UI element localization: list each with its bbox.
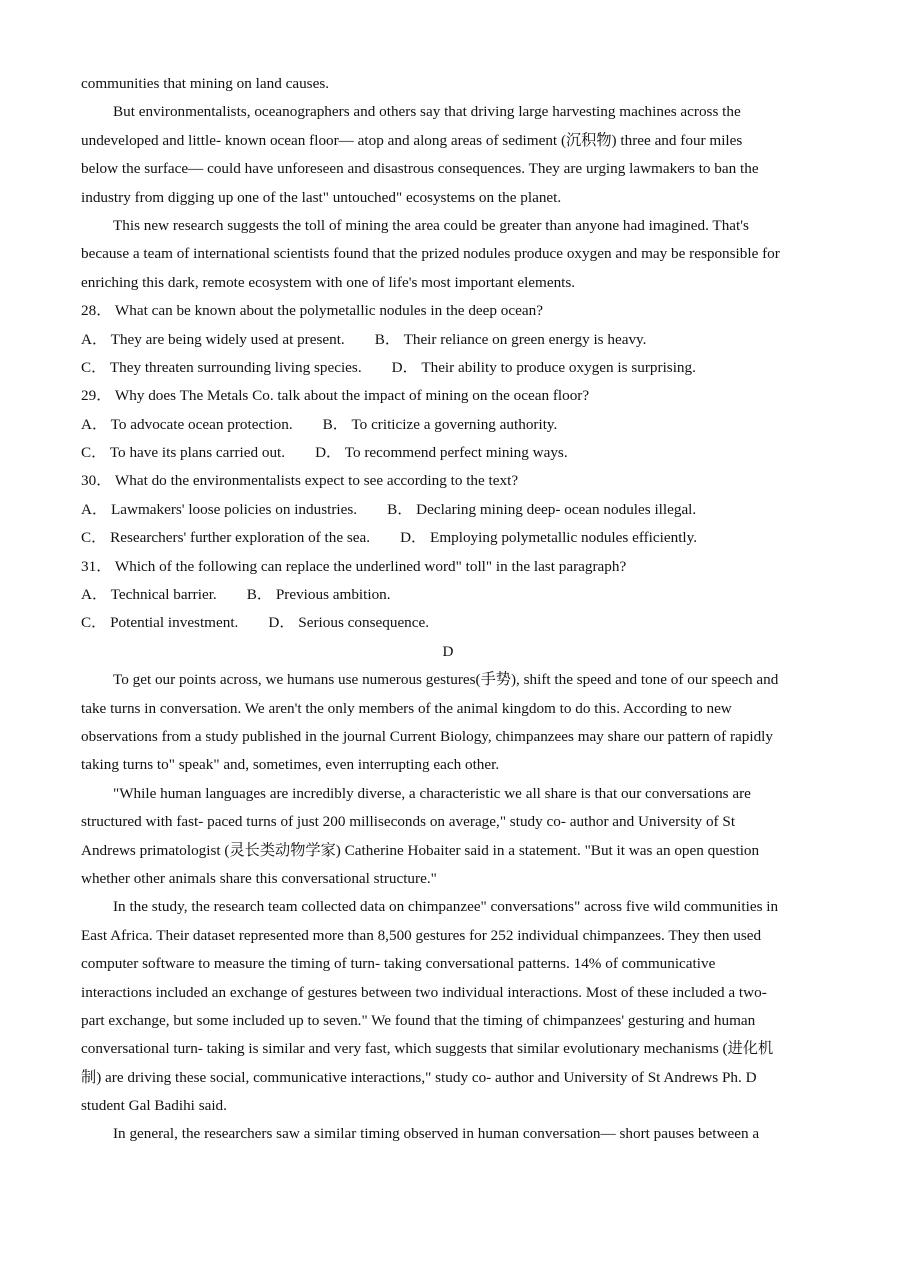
question-stem: 31． Which of the following can replace the underlined word" toll" in the last paragraph?	[81, 557, 627, 575]
text-line: taking turns to" speak" and, sometimes, even interrupting each other.	[81, 756, 500, 774]
option-d: D． Their ability to produce oxygen is surprising.	[391, 358, 696, 376]
text-line: take turns in conversation. We aren't the only members of the animal kingdom to do this. According to new	[81, 699, 732, 717]
option-c: C． Researchers' further exploration of the sea.	[81, 529, 371, 547]
option-row	[81, 411, 815, 439]
text-line: enriching this dark, remote ecosystem with one of life's most important elements.	[81, 273, 576, 291]
option-row	[81, 609, 815, 637]
option-b: B． Declaring mining deep- ocean nodules illegal.	[387, 500, 697, 518]
text-line: Andrews primatologist (灵长类动物学家) Catherine Hobaiter said in a statement. "But it was an open question	[81, 841, 760, 859]
text-line: East Africa. Their dataset represented more than 8,500 gestures for 252 individual chimpanzees. They then used	[81, 926, 762, 944]
passage-d	[81, 666, 815, 1149]
option-row	[81, 354, 815, 382]
text-line: part exchange, but some included up to seven." We found that the timing of chimpanzees' gesturing and human	[81, 1011, 756, 1029]
option-c: C． They threaten surrounding living species.	[81, 358, 362, 376]
question-stem: 29． Why does The Metals Co. talk about the impact of mining on the ocean floor?	[81, 387, 590, 405]
text-line: This new research suggests the toll of mining the area could be greater than anyone had imagined. That's	[113, 216, 749, 234]
question-list	[81, 297, 815, 638]
text-line: In the study, the research team collected data on chimpanzee" conversations" across five wild communities in	[113, 898, 779, 916]
option-row	[81, 581, 815, 609]
option-row	[81, 439, 815, 467]
text-line: In general, the researchers saw a similar timing observed in human conversation— short pauses between a	[113, 1125, 760, 1143]
text-line: whether other animals share this conversational structure."	[81, 869, 437, 887]
passage-c-tail	[81, 70, 815, 297]
option-a: A． They are being widely used at present.	[81, 330, 345, 348]
option-b: B． Previous ambition.	[246, 586, 391, 604]
text-line: But environmentalists, oceanographers and others say that driving large harvesting machines across the	[113, 103, 741, 121]
text-line: conversational turn- taking is similar and very fast, which suggests that similar evolutionary mechanisms (进化机	[81, 1040, 774, 1058]
text-line: communities that mining on land causes.	[81, 75, 330, 92]
document-page	[81, 70, 815, 1149]
text-line: structured with fast- paced turns of just 200 milliseconds on average," study co- author and University of St	[81, 813, 736, 831]
text-line: undeveloped and little- known ocean floor— atop and along areas of sediment (沉积物) three and four miles	[81, 131, 743, 149]
text-line: interactions included an exchange of gestures between two individual interactions. Most of these included a two-	[81, 983, 767, 1001]
text-line: observations from a study published in the journal Current Biology, chimpanzees may share our pattern of rapidly	[81, 727, 773, 745]
text-line: because a team of international scientists found that the prized nodules produce oxygen and may be responsible for	[81, 245, 780, 263]
option-b: B． To criticize a governing authority.	[322, 415, 558, 433]
option-c: C． To have its plans carried out.	[81, 444, 286, 462]
question-31	[81, 553, 815, 638]
option-d: D． Serious consequence.	[268, 614, 430, 632]
question-30	[81, 467, 815, 552]
question-stem: 30． What do the environmentalists expect to see according to the text?	[81, 472, 519, 490]
option-row	[81, 524, 815, 552]
section-heading: D	[442, 642, 454, 660]
text-line: "While human languages are incredibly diverse, a characteristic we all share is that our conversations are	[113, 784, 751, 802]
option-b: B． Their reliance on green energy is heavy.	[374, 330, 647, 348]
text-line: To get our points across, we humans use numerous gestures(手势), shift the speed and tone of our speech and	[113, 671, 779, 689]
option-a: A． Technical barrier.	[81, 586, 217, 604]
question-28	[81, 297, 815, 382]
option-a: A． To advocate ocean protection.	[81, 415, 293, 433]
question-stem: 28． What can be known about the polymetallic nodules in the deep ocean?	[81, 302, 543, 320]
option-d: D． Employing polymetallic nodules efficiently.	[400, 529, 698, 547]
option-row	[81, 496, 815, 524]
text-line: 制) are driving these social, communicative interactions," study co- author and University of St Andrews Ph. D	[81, 1068, 757, 1086]
option-row	[81, 326, 815, 354]
text-line: computer software to measure the timing of turn- taking conversational patterns. 14% of communicative	[81, 955, 716, 973]
question-29	[81, 382, 815, 467]
option-d: D． To recommend perfect mining ways.	[315, 444, 568, 462]
option-a: A． Lawmakers' loose policies on industries.	[81, 500, 358, 518]
text-line: below the surface— could have unforeseen and disastrous consequences. They are urging lawmakers to ban the	[81, 160, 759, 178]
option-c: C． Potential investment.	[81, 614, 239, 632]
text-line: industry from digging up one of the last" untouched" ecosystems on the planet.	[81, 188, 562, 206]
text-line: student Gal Badihi said.	[81, 1097, 227, 1115]
